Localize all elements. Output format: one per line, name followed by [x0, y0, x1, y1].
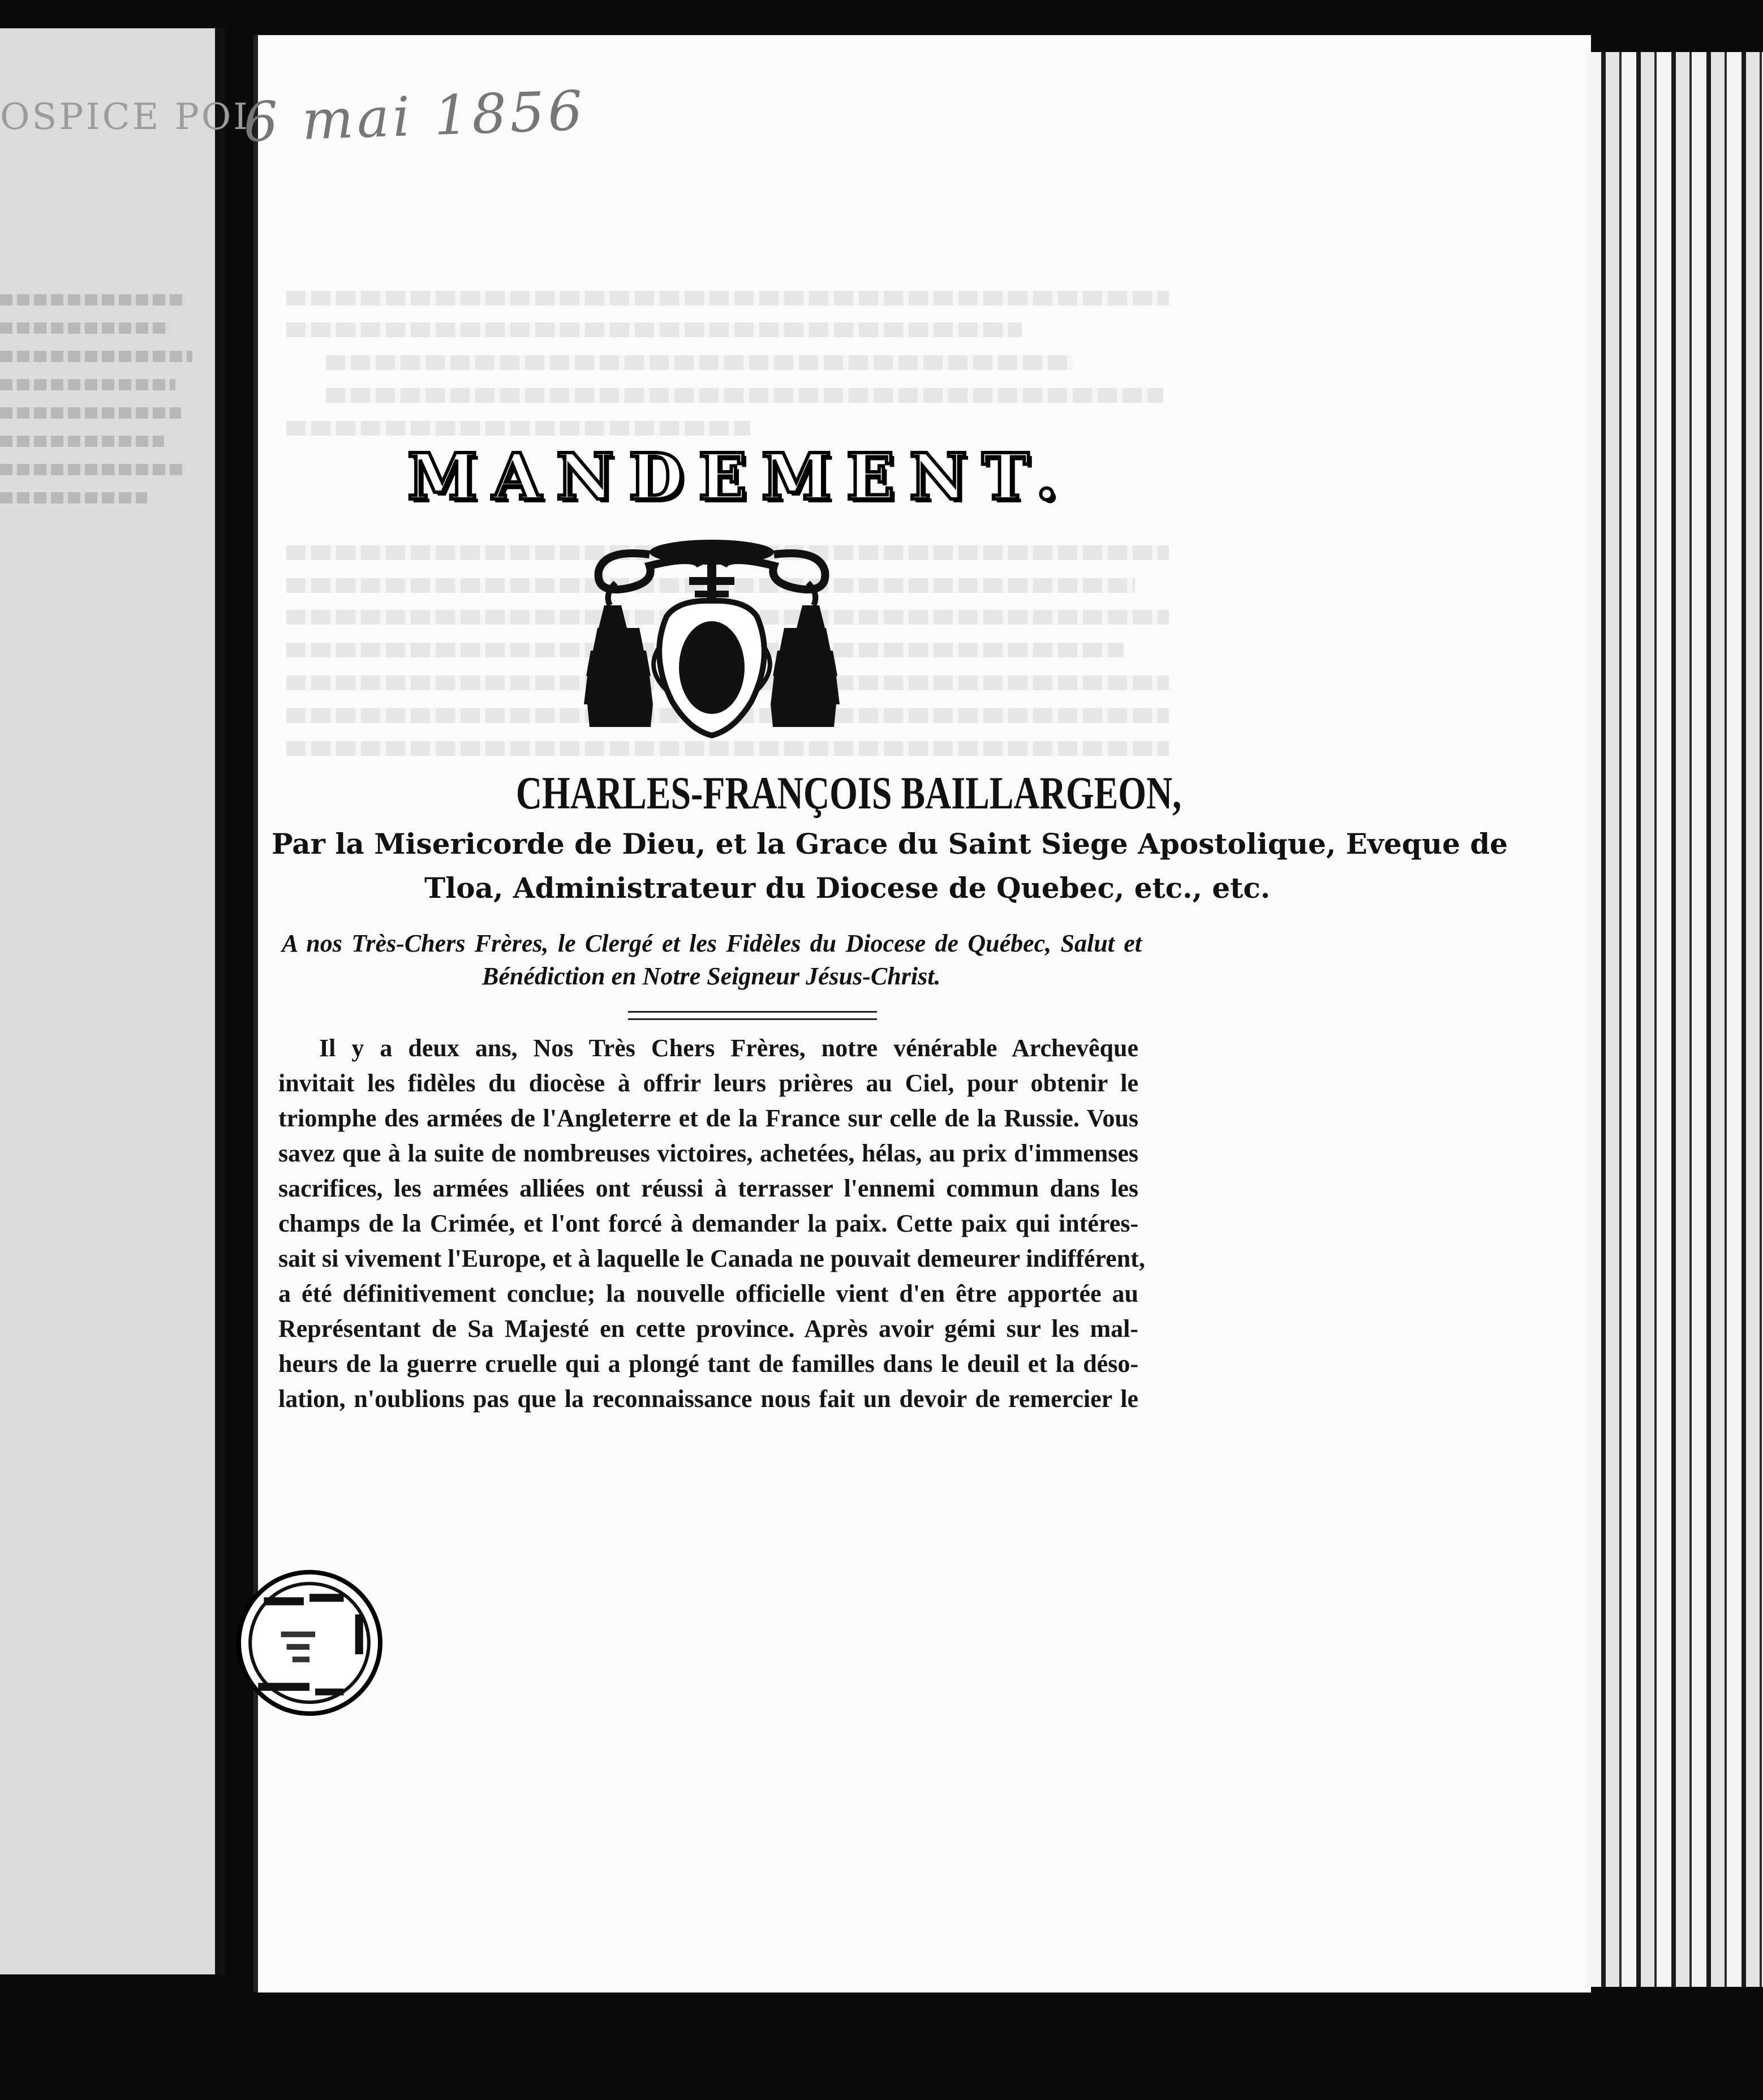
left-page-text-line: [0, 379, 175, 390]
author-name: CHARLES-FRANÇOIS BAILLARGEON,: [515, 767, 1182, 819]
salutation-line: A nos Très-Chers Frères, le Clergé et les Fidèles du Diocese de Québec, Salut et: [282, 929, 1142, 957]
coat-of-arms-icon: [582, 532, 842, 747]
page-title: MANDEMENT.: [407, 440, 1073, 514]
body-line: Représentant de Sa Majesté en cette province. Après avoir gémi sur les mal-: [278, 1315, 1138, 1342]
body-line: champs de la Crimée, et l'ont forcé à demander la paix. Cette paix qui intéres-: [278, 1210, 1138, 1237]
main-page: [253, 35, 1591, 1993]
body-line: lation, n'oublions pas que la reconnaissance nous fait un devoir de remercier le: [278, 1385, 1138, 1413]
body-line: savez que à la suite de nombreuses victoires, achetées, hélas, au prix d'immenses: [278, 1139, 1138, 1167]
show-through-line: [326, 388, 1163, 403]
left-page-text-line: [0, 464, 187, 475]
show-through-line: [286, 322, 1022, 337]
body-paragraph: [278, 1031, 1145, 1417]
left-page-text-line: [0, 492, 147, 504]
show-through-line: [286, 291, 1169, 305]
body-line: invitait les fidèles du diocèse à offrir leurs prières au Ciel, pour obtenir le: [278, 1069, 1138, 1097]
body-line: Il y a deux ans, Nos Très Chers Frères, notre vénérable Archevêque: [319, 1034, 1138, 1062]
body-line: heurs de la guerre cruelle qui a plongé tant de familles dans le deuil et la déso-: [278, 1350, 1138, 1378]
left-page-text-line: [0, 322, 170, 334]
body-line: sait si vivement l'Europe, et à laquelle le Canada ne pouvait demeurer indifférent,: [278, 1245, 1145, 1272]
left-facing-page: [0, 28, 250, 1974]
ornamental-divider: [628, 1011, 877, 1020]
stamp-icon: [241, 1574, 378, 1711]
body-line: sacrifices, les armées alliées ont réussi à terrasser l'ennemi commun dans les: [278, 1174, 1138, 1202]
handwritten-date: 6 mai 1856: [242, 79, 587, 154]
book-page-edges: [1586, 52, 1763, 1987]
left-page-text-line: [0, 407, 181, 419]
library-stamp: [236, 1570, 382, 1716]
left-page-header-fragment: OSPICE POI: [0, 96, 250, 138]
salutation-line: Bénédiction en Notre Seigneur Jésus-Christ.: [482, 962, 941, 990]
show-through-line: [286, 421, 750, 436]
coat-of-arms-emblem: [582, 532, 842, 747]
show-through-line: [326, 355, 1073, 370]
bishop-title-line: Par la Misericorde de Dieu, et la Grace du Saint Siege Apostolique, Eveque de: [272, 827, 1508, 860]
body-line: a été définitivement conclue; la nouvelle officielle vient d'en être apportée au: [278, 1280, 1138, 1307]
left-page-text-line: [0, 351, 192, 362]
left-page-text-line: [0, 294, 187, 305]
bishop-title-line: Tloa, Administrateur du Diocese de Quebec, etc., etc.: [424, 871, 1271, 905]
body-line: triomphe des armées de l'Angleterre et de la France sur celle de la Russie. Vous: [278, 1104, 1138, 1132]
left-page-text-line: [0, 436, 164, 447]
